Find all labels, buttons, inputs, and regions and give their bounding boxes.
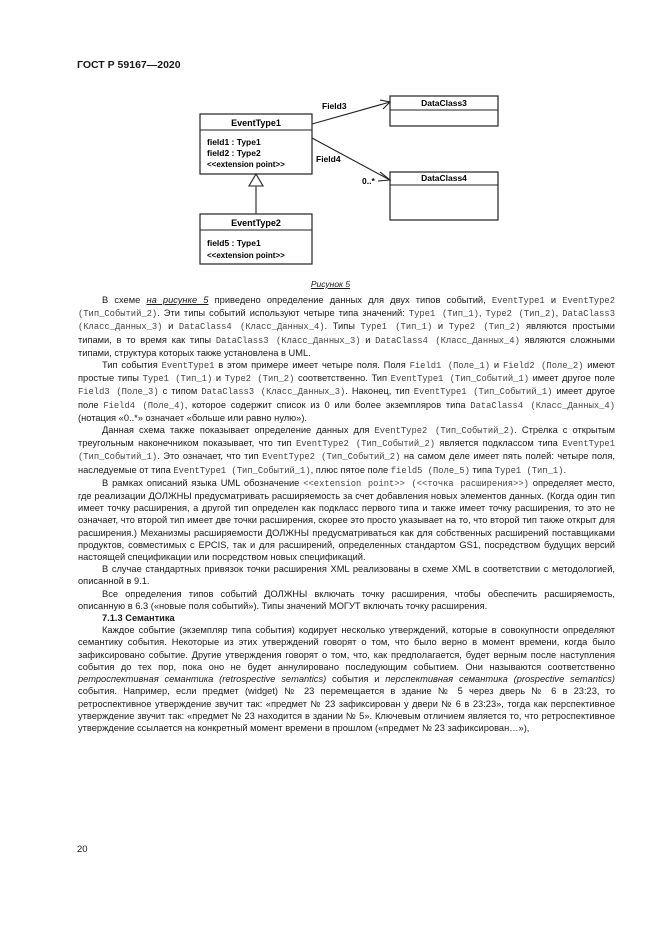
generalization-arrow — [249, 174, 263, 214]
paragraph-1: В схеме на рисунке 5 приведено определение данных для двух типов событий, EventType1 и EventType2 (Тип_Событий_2). Эти типы событий используют четыре типа значений: Type1 (Тип_1), Type2 (Тип_2), DataClass3 (Класс_Данных_3) и DataClass4 (Класс_Данных_4). Типы Type1 (Тип_1) и Type2 (Тип_2) являются простыми типами, в то время как типы DataClass3 (Класс_Данных_3) и DataClass4 (Класс_Данных_4) являются сложными типами, структура которых также установлена в UML. — [78, 295, 616, 358]
class1-attr-2: field2 : Type2 — [207, 148, 261, 158]
class-eventtype1 — [200, 114, 312, 174]
association-field3 — [312, 100, 390, 124]
class4-title: DataClass4 — [421, 173, 467, 183]
paragraph-4: В рамках описаний языка UML обозначение <<extension point>> (<<точка расширения>>) определяет место, где реализации ДОЛЖНЫ предусматривать расширяемость за счет добавления новых элементов данных. (Когда один тип имеет точку расширения, а другой тип определен как подкласс первого типа и также имеет точку расширения, то это не означает, что второй тип имеет две точки расширения, скорее это просто указывает на то, что второй тип также открыт для расширения.) Механизмы расширяемости ДОЛЖНЫ предусматриваться как для собственных расширений поставщиками продуктов, совместимых с EPCIS, так и для расширений, определенных стандартом GS1, посредством будущих версий настоящей спецификации или посредством новых спецификаций. — [78, 477, 615, 563]
class-dataclass4 — [390, 172, 498, 220]
class2-attr-2: <<extension point>> — [207, 251, 285, 260]
class-dataclass3 — [390, 96, 498, 126]
class-eventtype2 — [200, 214, 312, 264]
class2-attr-1: field5 : Type1 — [207, 238, 261, 248]
page-number: 20 — [77, 844, 88, 855]
paragraph-2: Тип события EventType1 в этом примере имеет четыре поля. Поля Field1 (Поле_1) и Field2 (Поле_2) имеют простые типы Type1 (Тип_1) и Type2 (Тип_2) соответственно. Тип EventType1 (Тип_Событий_1) имеет другое поле Field3 (Поле_3) с типом DataClass3 (Класс_Данных_3). Наконец, тип EventType1 (Тип_Событий_1) имеет другое поле Field4 (Поле_4), которое содержит список из 0 или более экземпляров типа DataClass4 (Класс_Данных_4) (нотация «0..*» означает «больше или равно нулю»). — [78, 360, 616, 423]
figure-link[interactable]: на рисунке 5 — [146, 295, 209, 305]
paragraph-6: Все определения типов событий ДОЛЖНЫ включать точку расширения, чтобы обеспечить расширяемость, описанную в 6.3 («новые поля событий»). Типы значений МОГУТ включать точку расширения. — [78, 588, 615, 611]
class1-attr-3: <<extension point>> — [207, 160, 285, 169]
multiplicity-label: 0..* — [362, 176, 375, 186]
class3-title: DataClass3 — [421, 98, 467, 108]
paragraph-7: Каждое событие (экземпляр типа события) кодирует несколько утверждений, которые в совокупности определяют семантику события. Некоторые из этих утверждений говорят о том, что было верно в момент времени, когда было зафиксировано событие. Другие утверждения говорят о том, что, как предполагается, будет верным после наступления события до тех пор, пока оно не будет аннулировано последующим событием. Они называются соответственно ретроспективная семантика (retrospective semantics) события и перспективная семантика (prospective semantics) события. Например, если предмет (widget) № 23 перемещается в здание № 5 через дверь № 6 в 23:23, то ретроспективное утверждение звучит так: «предмет № 23 зафиксирован у двери № 6 в 23:23», тогда как перспективное утверждение звучит так: «предмет № 23 находится в здании № 5». Ключевым отличием является то, что ретроспективное утверждение ссылается на конкретный момент времени в прошлом («предмет № 23 зафиксирован…»), — [78, 625, 615, 733]
document-header: ГОСТ Р 59167—2020 — [77, 59, 181, 71]
class2-title: EventType2 — [231, 218, 281, 228]
figure-caption: Рисунок 5 — [310, 279, 351, 289]
section-heading: 7.1.3 Семантика — [102, 613, 175, 624]
association-field4 — [312, 138, 390, 186]
class1-title: EventType1 — [231, 118, 281, 128]
field3-label: Field3 — [322, 101, 347, 111]
uml-diagram — [190, 92, 520, 272]
document-body — [78, 294, 615, 734]
class1-attr-1: field1 : Type1 — [207, 137, 261, 147]
paragraph-3: Данная схема также показывает определение данных для EventType2 (Тип_Событий_2). Стрелка с открытым треугольным наконечником показывает, что тип EventType2 (Тип_Событий_2) является подклассом типа EventType1 (Тип_Событий_1). Это означает, что тип EventType2 (Тип_Событий_2) на самом деле имеет пять полей: четыре поля, наследуемые от типа EventType1 (Тип_Событий_1), плюс пятое поле field5 (Поле_5) типа Type1 (Тип_1). — [78, 425, 615, 476]
paragraph-5: В случае стандартных привязок точки расширения XML реализованы в схеме XML в соответствии с методологией, описанной в 9.1. — [78, 564, 615, 587]
field4-label: Field4 — [316, 154, 341, 164]
